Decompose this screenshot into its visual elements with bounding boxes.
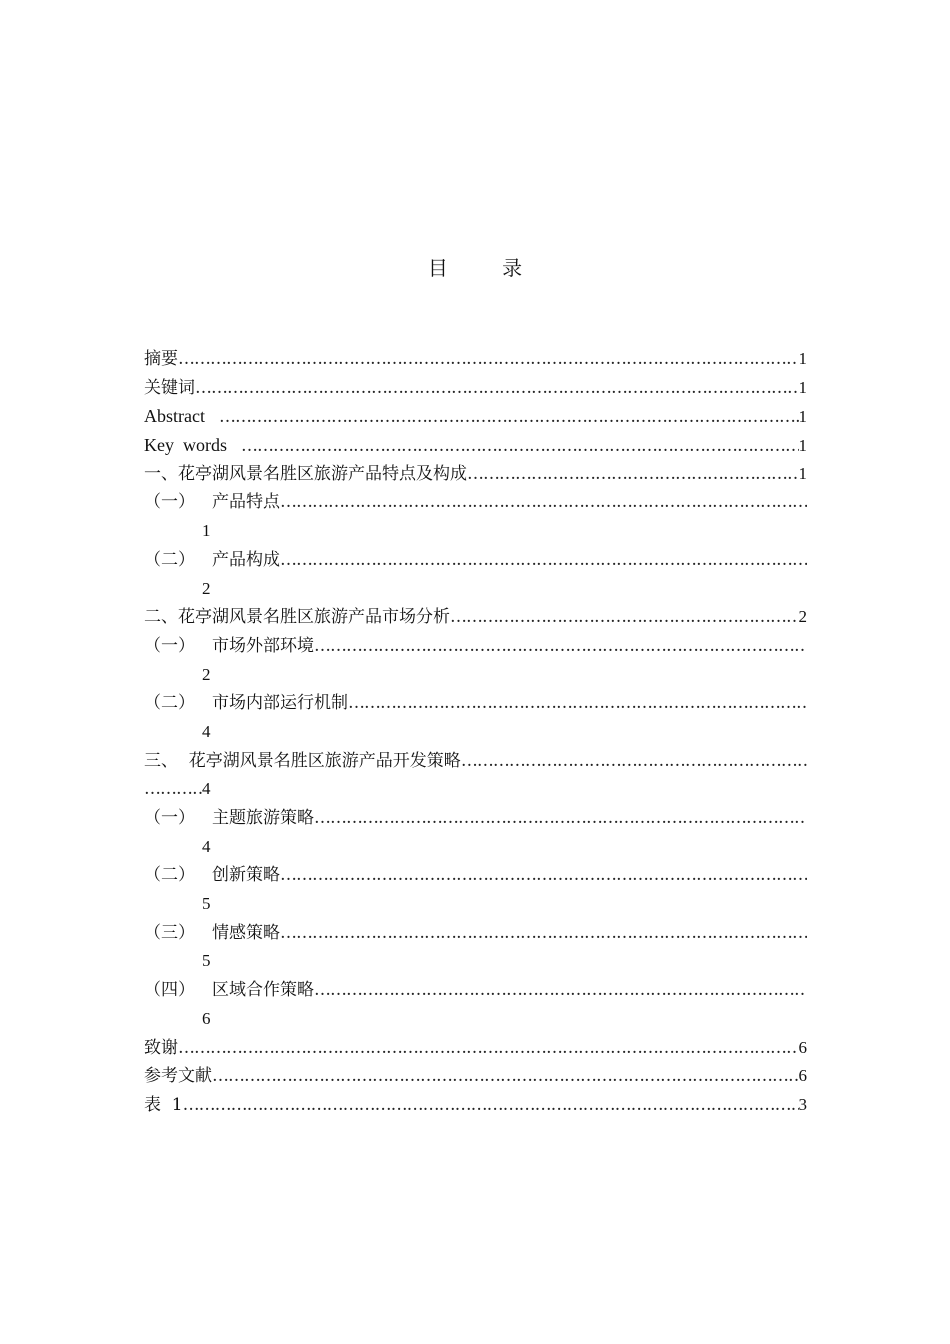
toc-entry-section-3-4[interactable] <box>144 976 807 1005</box>
toc-entry-number: （二） <box>144 549 195 570</box>
dot-leader <box>178 1034 799 1063</box>
toc-page-number: 5 <box>202 894 211 914</box>
toc-entry-continuation <box>144 833 807 862</box>
toc-entry-keywords-en[interactable] <box>144 431 807 460</box>
toc-entry-label: 关键词 <box>144 377 195 398</box>
toc-page-number: 6 <box>202 1008 211 1028</box>
toc-entry-title: 市场外部环境 <box>212 635 314 656</box>
toc-entry-title: 创新策略 <box>212 865 280 886</box>
dot-leader <box>314 976 807 1005</box>
toc-page-number: 6 <box>798 1066 807 1086</box>
toc-entry-section-1-1[interactable] <box>144 488 807 517</box>
toc-entry-number: （一） <box>144 492 195 513</box>
dot-leader <box>280 861 807 890</box>
toc-page-number: 1 <box>798 377 807 397</box>
toc-entry-keywords-cn[interactable] <box>144 374 807 403</box>
dot-leader <box>348 689 807 718</box>
toc-entry-title: 市场内部运行机制 <box>212 693 348 714</box>
toc-entry-label: 摘要 <box>144 349 178 369</box>
dot-leader <box>280 546 807 575</box>
toc-entry-label: 一、花亭湖风景名胜区旅游产品特点及构成 <box>144 463 467 484</box>
toc-entry-number: （一） <box>144 635 195 656</box>
toc-entry-continuation <box>144 517 807 546</box>
toc-entry-label <box>144 689 348 718</box>
dot-leader <box>450 603 799 632</box>
toc-entry-number: （四） <box>144 980 195 1001</box>
toc-entry-section-1[interactable] <box>144 460 807 489</box>
toc-entry-label: Key words <box>144 435 227 456</box>
toc-entry-label: 三、 花亭湖风景名胜区旅游产品开发策略 <box>144 750 461 771</box>
toc-entry-continuation <box>144 1005 807 1034</box>
dot-leader <box>219 403 799 431</box>
toc-entry-number: （一） <box>144 808 195 828</box>
dot-leader <box>195 374 799 403</box>
toc-entry-title: 产品特点 <box>212 492 280 513</box>
toc-entry-section-1-2[interactable] <box>144 546 807 575</box>
toc-page-number: 1 <box>798 436 807 456</box>
toc-entry-number: （三） <box>144 922 195 943</box>
toc-entry-continuation <box>144 661 807 690</box>
toc-entry-label: 表 1 <box>144 1094 183 1115</box>
toc-entry-number: （二） <box>144 865 195 886</box>
toc-entry-continuation <box>144 890 807 919</box>
toc-entry-continuation <box>144 718 807 747</box>
page-title: 目 录 <box>427 256 547 280</box>
toc-entry-label <box>144 976 314 1005</box>
toc-entry-section-3[interactable] <box>144 747 807 776</box>
toc-entry-section-2[interactable] <box>144 603 807 632</box>
toc-entry-label <box>144 861 280 890</box>
toc-entry-section-2-1[interactable] <box>144 632 807 661</box>
dot-leader <box>212 1062 799 1091</box>
toc-entry-label <box>144 488 280 517</box>
toc-entry-section-3-3[interactable] <box>144 919 807 948</box>
dot-leader <box>241 432 799 460</box>
toc-entry-continuation <box>144 575 807 604</box>
toc-page-number: 4 <box>202 779 211 799</box>
toc-entry-acknowledgements[interactable] <box>144 1034 807 1063</box>
toc-entry-title: 情感策略 <box>212 922 280 943</box>
toc-entry-title: 产品构成 <box>212 549 280 570</box>
toc-entry-section-3-1[interactable] <box>144 804 807 833</box>
toc-entry-label <box>144 919 280 948</box>
toc-entry-references[interactable] <box>144 1062 807 1091</box>
toc-page-number: 5 <box>202 951 211 971</box>
toc-page-number: 1 <box>798 463 807 483</box>
toc-entry-continuation <box>144 947 807 976</box>
toc-page-number: 2 <box>798 607 807 627</box>
toc-page-number: 1 <box>798 407 807 427</box>
table-of-contents <box>144 345 807 1120</box>
toc-entry-title: 主题旅游策略 <box>212 808 314 828</box>
toc-entry-title: 区域合作策略 <box>212 980 314 1001</box>
dot-leader <box>461 747 807 776</box>
toc-page-number: 2 <box>202 578 211 598</box>
toc-entry-abstract-en[interactable] <box>144 402 807 431</box>
toc-entry-continuation <box>144 775 807 804</box>
dot-leader <box>144 775 202 804</box>
toc-entry-label: 致谢 <box>144 1037 178 1058</box>
toc-entry-label: 参考文献 <box>144 1066 212 1087</box>
toc-entry-label <box>144 804 314 833</box>
dot-leader <box>178 345 799 374</box>
toc-entry-label <box>144 632 314 661</box>
toc-entry-section-2-2[interactable] <box>144 689 807 718</box>
toc-page-number: 1 <box>798 349 807 368</box>
toc-entry-label: 二、花亭湖风景名胜区旅游产品市场分析 <box>144 607 450 628</box>
toc-page-number: 2 <box>202 664 211 684</box>
dot-leader <box>183 1091 799 1120</box>
dot-leader <box>467 460 799 489</box>
toc-page-number: 4 <box>202 836 211 856</box>
toc-entry-section-3-2[interactable] <box>144 861 807 890</box>
dot-leader <box>280 919 807 948</box>
dot-leader <box>314 804 807 833</box>
toc-page-number: 3 <box>798 1094 807 1114</box>
toc-entry-abstract-cn[interactable] <box>144 345 807 374</box>
toc-entry-table-1[interactable] <box>144 1091 807 1120</box>
toc-page-number: 1 <box>202 521 211 541</box>
dot-leader <box>280 488 807 517</box>
toc-page-number: 4 <box>202 721 211 741</box>
toc-page-number: 6 <box>798 1037 807 1057</box>
toc-entry-label: Abstract <box>144 406 205 427</box>
dot-leader <box>314 632 807 661</box>
toc-entry-label <box>144 546 280 575</box>
toc-entry-number: （二） <box>144 693 195 714</box>
